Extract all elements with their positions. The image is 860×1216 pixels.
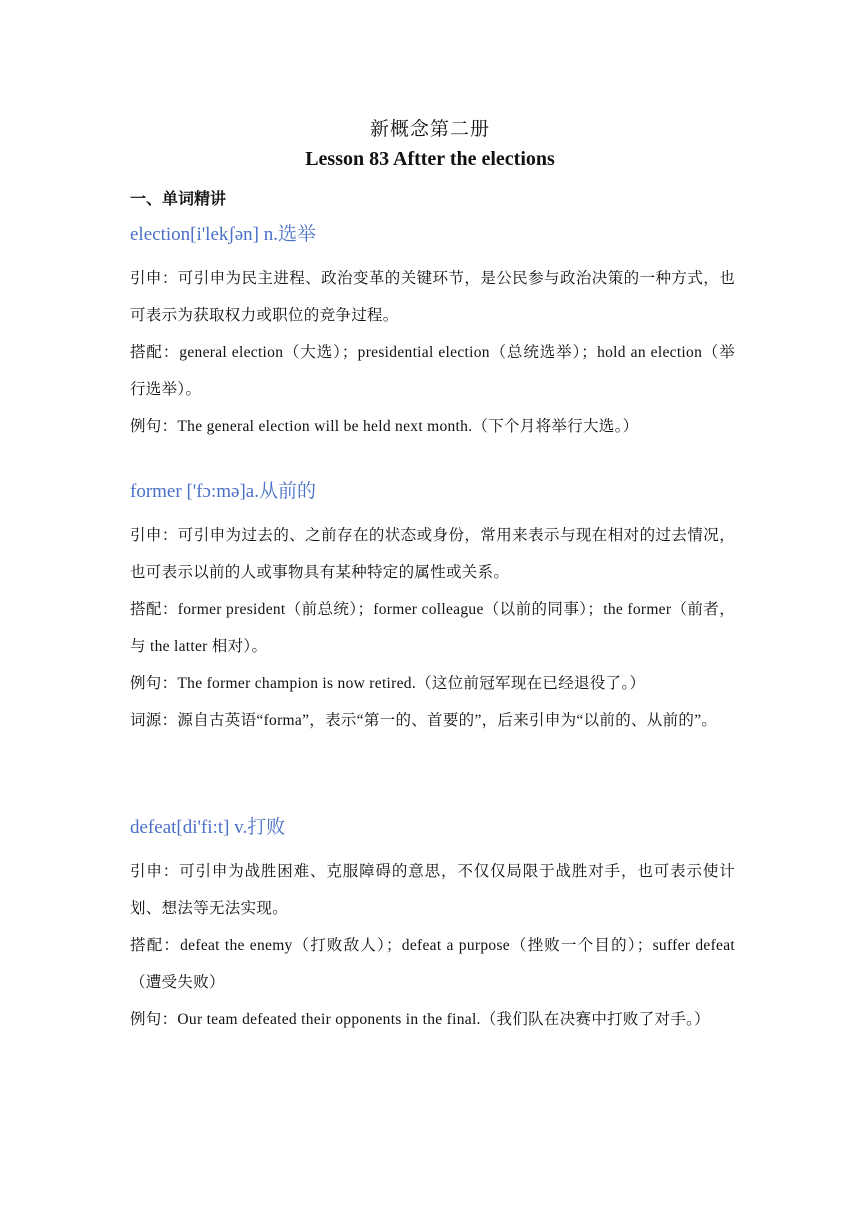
- section-heading: 一、单词精讲: [130, 191, 227, 208]
- collocations: 搭配：general election（大选）；presidential election（总统选举）；hold an election（举行选举）。: [130, 344, 735, 398]
- lesson-title: Lesson 83 Aftter the elections: [305, 148, 555, 170]
- extended-meaning: 引申：可引申为民主进程、政治变革的关键环节，是公民参与政治决策的一种方式，也可表示为获取权力或职位的竞争过程。: [130, 270, 735, 324]
- vocab-entry-election: [130, 222, 735, 445]
- collocations: 搭配：defeat the enemy（打败敌人）；defeat a purpose（挫败一个目的）；suffer defeat（遭受失败）: [130, 937, 735, 991]
- headword: former ['fɔ:mə]a.从前的: [130, 481, 316, 502]
- headword: election[i'lekʃən] n.选举: [130, 224, 316, 245]
- vocab-entry-defeat: [130, 815, 735, 1038]
- headword: defeat[di'fi:t] v.打败: [130, 817, 286, 838]
- example-sentence: 例句：The general election will be held next month.（下个月将举行大选。）: [130, 418, 639, 435]
- example-sentence: 例句：Our team defeated their opponents in the final.（我们队在决赛中打败了对手。）: [130, 1011, 710, 1028]
- example-sentence: 例句：The former champion is now retired.（这位前冠军现在已经退役了。）: [130, 675, 646, 692]
- document-title-chinese: 新概念第二册: [369, 119, 490, 140]
- extended-meaning: 引申：可引申为战胜困难、克服障碍的意思，不仅仅局限于战胜对手，也可表示使计划、想法等无法实现。: [130, 863, 735, 917]
- vocab-entry-former: [130, 479, 735, 739]
- extended-meaning: 引申：可引申为过去的、之前存在的状态或身份，常用来表示与现在相对的过去情况，也可表示以前的人或事物具有某种特定的属性或关系。: [130, 527, 735, 581]
- collocations: 搭配：former president（前总统）；former colleague（以前的同事）；the former（前者，与 the latter 相对）。: [130, 601, 735, 655]
- etymology: 词源：源自古英语“forma”，表示“第一的、首要的”，后来引申为“以前的、从前的”。: [130, 712, 718, 729]
